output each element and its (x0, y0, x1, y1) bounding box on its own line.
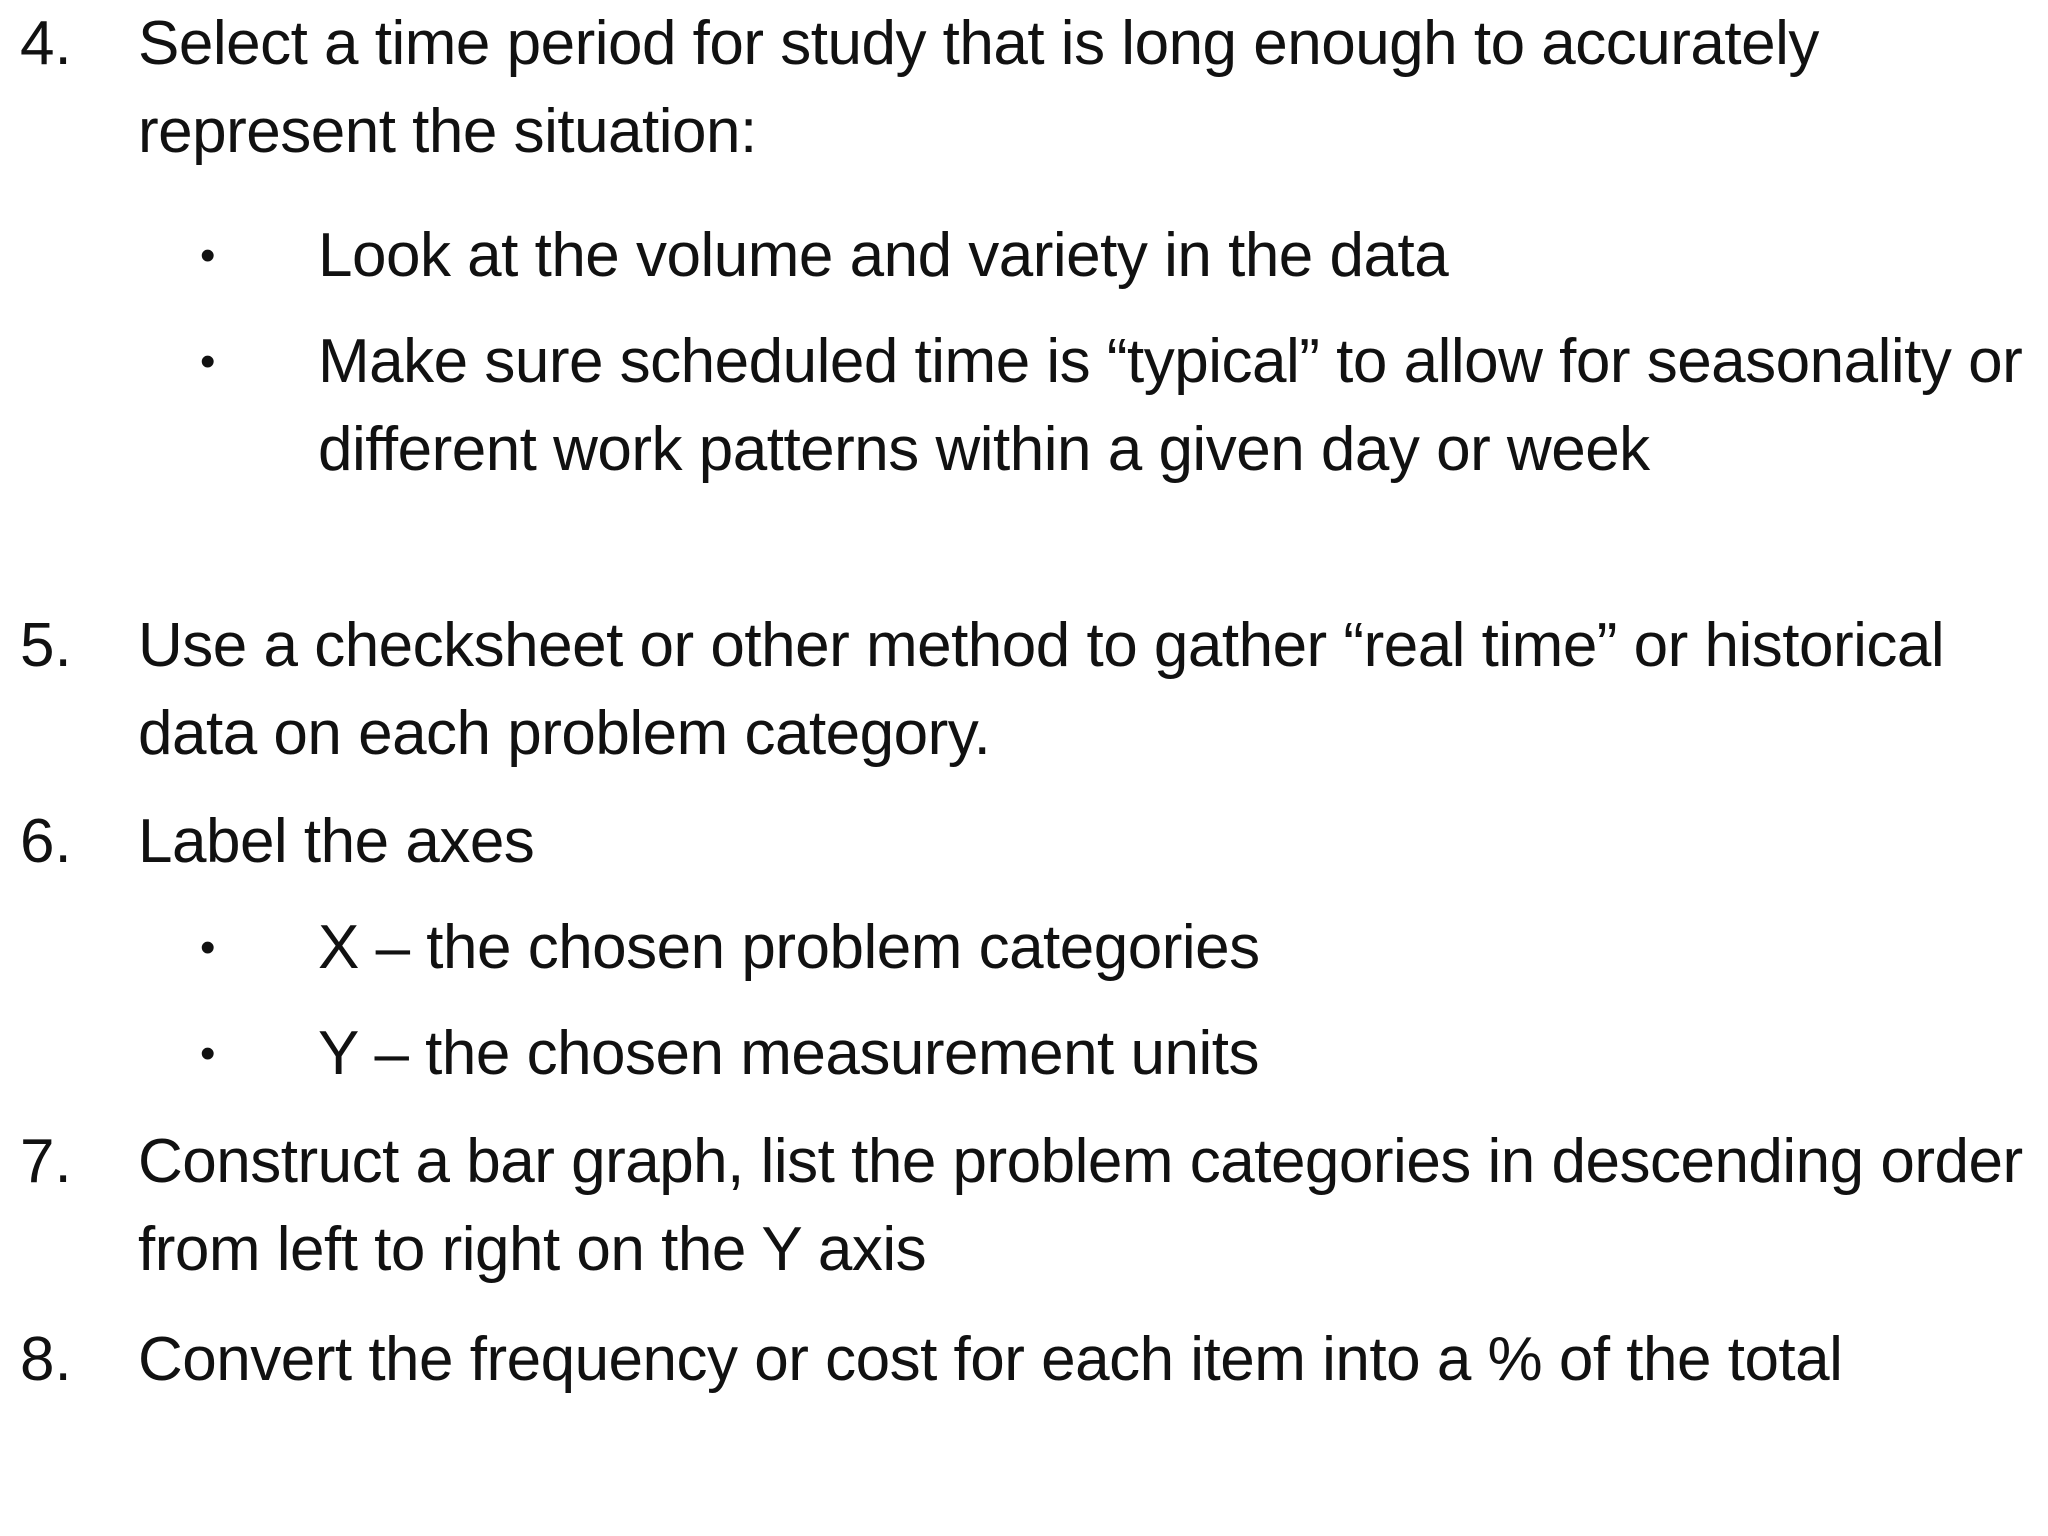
step-text: Use a checksheet or other method to gather “real time” or historical data on each problem category. (138, 611, 1945, 768)
bullet-text: Make sure scheduled time is “typical” to allow for seasonality or different work patterns within a given day or week (318, 327, 2023, 484)
bullet-icon: • (200, 231, 216, 280)
step-text: Label the axes (138, 807, 535, 876)
step-text: Construct a bar graph, list the problem categories in descending order from left to right on the Y axis (138, 1127, 2023, 1284)
bullet-text: Y – the chosen measurement units (318, 1019, 1259, 1088)
step-number: 5. (20, 611, 72, 680)
step-text: Select a time period for study that is long enough to accurately represent the situation: (138, 9, 1819, 166)
step-number: 6. (20, 807, 72, 876)
step-text: Convert the frequency or cost for each item into a % of the total (138, 1325, 1843, 1394)
bullet-text: Look at the volume and variety in the data (318, 221, 1449, 290)
bullet-text: X – the chosen problem categories (318, 913, 1260, 982)
bullet-icon: • (200, 337, 216, 386)
step-number: 7. (20, 1127, 72, 1196)
bullet-icon: • (200, 923, 216, 972)
step-number: 8. (20, 1325, 72, 1394)
step-number: 4. (20, 9, 72, 78)
bullet-icon: • (200, 1029, 216, 1078)
